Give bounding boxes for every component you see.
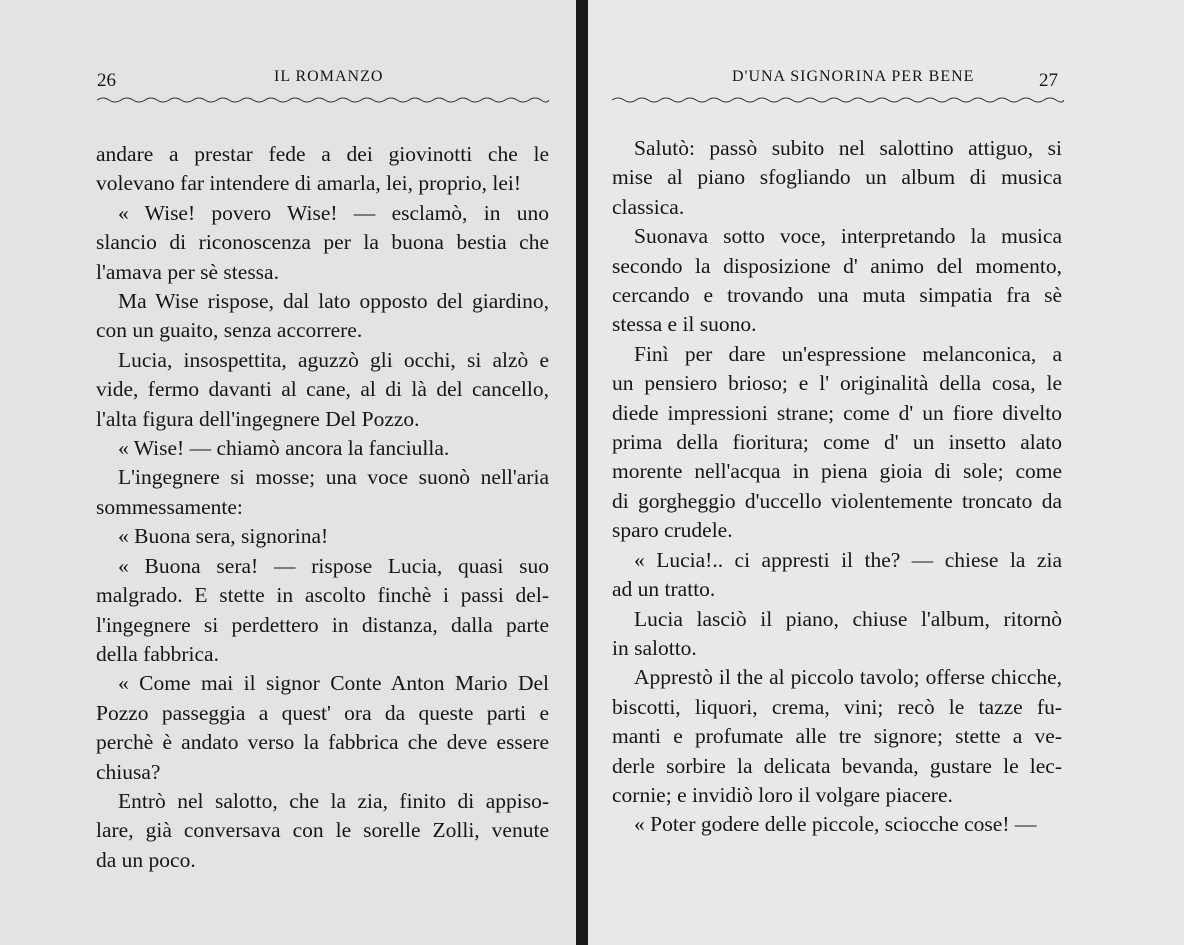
right-page bbox=[588, 0, 1184, 945]
text-line: diede impressioni strane; come d' un fiore divelto bbox=[612, 400, 1062, 425]
text-line: Finì per dare un'espressione melanconica, a bbox=[634, 341, 1062, 366]
text-line: manti e profumate alle tre signore; stette a ve- bbox=[612, 724, 1062, 749]
text-line: « Buona sera! — rispose Lucia, quasi suo bbox=[118, 553, 549, 578]
text-line: l'ingegnere si perdettero in distanza, dalla parte bbox=[96, 612, 549, 637]
text-line: sparo crudele. bbox=[612, 518, 733, 543]
text-line: l'amava per sè stessa. bbox=[96, 259, 279, 284]
text-line: « Buona sera, signorina! bbox=[118, 524, 329, 549]
text-line: cercando e trovando una muta simpatia fra sè bbox=[612, 283, 1062, 308]
text-line: Apprestò il the al piccolo tavolo; offerse chicche, bbox=[634, 665, 1062, 690]
text-line: cornie; e invidiò loro il volgare piacere. bbox=[612, 782, 953, 807]
left-wavy-rule bbox=[97, 95, 549, 105]
text-line: Ma Wise rispose, dal lato opposto del giardino, bbox=[118, 289, 549, 314]
text-line: lare, già conversava con le sorelle Zolli, venute bbox=[96, 818, 549, 843]
text-line: sommessamente: bbox=[96, 494, 243, 519]
text-line: « Wise! povero Wise! — esclamò, in uno bbox=[118, 200, 549, 225]
text-line: ad un tratto. bbox=[612, 577, 716, 602]
text-line: Entrò nel salotto, che la zia, finito di appiso- bbox=[118, 788, 549, 813]
text-line: Pozzo passeggia a quest' ora da queste parti e bbox=[96, 700, 549, 725]
text-line: malgrado. E stette in ascolto finchè i passi del- bbox=[96, 583, 549, 608]
text-line: perchè è andato verso la fabbrica che deve essere bbox=[96, 730, 549, 755]
text-line: derle sorbire la delicata bevanda, gustare le lec- bbox=[612, 753, 1062, 778]
text-line: stessa e il suono. bbox=[612, 312, 757, 337]
text-line: vide, fermo davanti al cane, al di là del cancello, bbox=[96, 377, 549, 402]
text-line: volevano far intendere di amarla, lei, proprio, lei! bbox=[96, 171, 522, 196]
left-running-head: IL ROMANZO bbox=[274, 68, 384, 85]
text-line: morente nell'acqua in piena gioia di sole; come bbox=[612, 459, 1062, 484]
text-line: andare a prestar fede a dei giovinotti che le bbox=[96, 142, 549, 166]
text-line: L'ingegnere si mosse; una voce suonò nell'aria bbox=[118, 465, 549, 490]
text-line: « Wise! — chiamò ancora la fanciulla. bbox=[118, 436, 450, 461]
text-line: classica. bbox=[612, 194, 685, 219]
right-page-number: 27 bbox=[1039, 70, 1058, 91]
right-page-text bbox=[612, 134, 1062, 840]
text-line: l'alta figura dell'ingegnere Del Pozzo. bbox=[96, 406, 420, 431]
text-line: biscotti, liquori, crema, vini; recò le tazze fu- bbox=[612, 694, 1062, 719]
left-page-number: 26 bbox=[97, 70, 116, 91]
text-line: secondo la disposizione d' animo del momento, bbox=[612, 253, 1062, 278]
text-line: mise al piano sfogliando un album di musica bbox=[612, 165, 1062, 190]
text-line: Lucia lasciò il piano, chiuse l'album, ritornò bbox=[634, 606, 1062, 631]
right-wavy-rule bbox=[612, 95, 1064, 105]
text-line: della fabbrica. bbox=[96, 641, 219, 666]
left-page bbox=[0, 0, 576, 945]
text-line: in salotto. bbox=[612, 635, 697, 660]
text-line: un pensiero brioso; e l' originalità della cosa, le bbox=[612, 371, 1062, 396]
text-line: « Lucia!.. ci appresti il the? — chiese la zia bbox=[634, 547, 1062, 572]
text-line: Suonava sotto voce, interpretando la musica bbox=[634, 224, 1062, 249]
text-line: chiusa? bbox=[96, 759, 161, 784]
text-line: da un poco. bbox=[96, 847, 196, 872]
left-page-text bbox=[96, 140, 549, 875]
text-line: slancio di riconoscenza per la buona bestia che bbox=[96, 230, 549, 255]
text-line: prima della fioritura; come d' un insetto alato bbox=[612, 430, 1062, 455]
text-line: di gorgheggio d'uccello violentemente troncato da bbox=[612, 488, 1062, 513]
text-line: « Poter godere delle piccole, sciocche cose! — bbox=[634, 812, 1037, 837]
book-gutter bbox=[576, 0, 588, 945]
right-running-head: D'UNA SIGNORINA PER BENE bbox=[732, 68, 975, 85]
text-line: Salutò: passò subito nel salottino attiguo, si bbox=[634, 136, 1062, 160]
text-line: con un guaito, senza accorrere. bbox=[96, 318, 363, 343]
text-line: « Come mai il signor Conte Anton Mario Del bbox=[118, 671, 549, 696]
text-line: Lucia, insospettita, aguzzò gli occhi, si alzò e bbox=[118, 347, 549, 372]
